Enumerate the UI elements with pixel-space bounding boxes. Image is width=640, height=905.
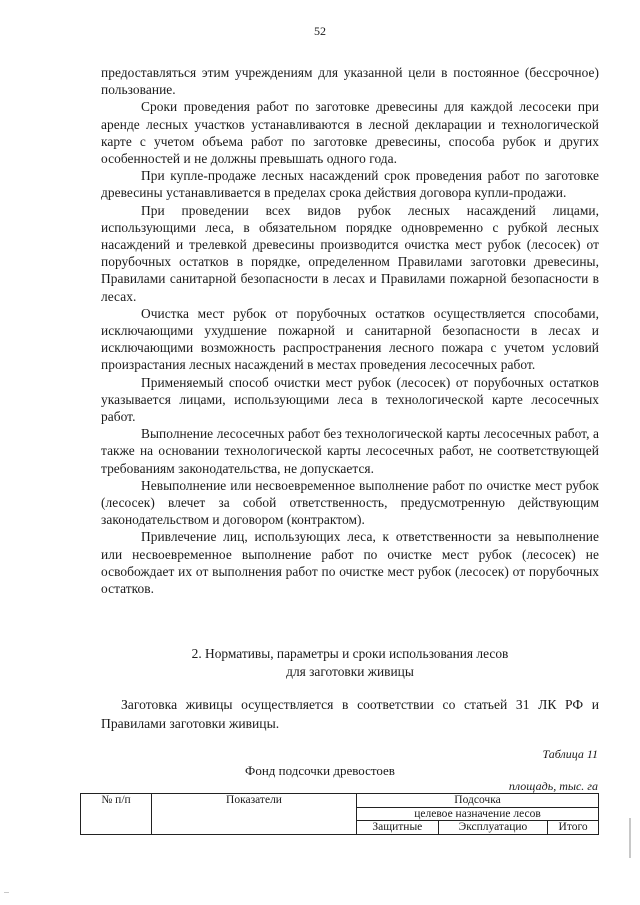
table-units: площадь, тыс. га <box>508 779 598 793</box>
paragraph: При купле-продаже лесных насаждений срок проведения работ по заготовке древесины устанавливается в пределах срока действия договора купли-продажи. <box>101 168 599 201</box>
paragraph: предоставляться этим учреждениям для указанной цели в постоянное (бессрочное) пользование. <box>101 65 599 98</box>
section-heading-line: для заготовки живицы <box>286 664 414 679</box>
paragraph: Применяемый способ очистки мест рубок (лесосек) от порубочных остатков указывается лицами, использующими леса в технологической карте лесосечных работ. <box>101 374 599 425</box>
paragraph: Привлечение лиц, использующих леса, к ответственности за невыполнение или несвоевременное выполнение работ по очистке мест рубок (лесосек) не освобождает их от выполнения работ по очистке мест рубок (лесосек) от порубочных остатков. <box>101 529 599 597</box>
section-heading <box>101 645 599 681</box>
tapping-fund-table <box>80 793 599 835</box>
paragraph: При проведении всех видов рубок лесных насаждений лицами, использующими леса, в обязательном порядке одновременно с рубкой лесных насаждений и трелевкой древесины производится очистка мест рубок (лесосек) от порубочных остатков в порядке, определенном Правилами заготовки древесины, Правилами санитарной безопасности в лесах и Правилами пожарной безопасности в лесах. <box>101 202 599 304</box>
section-intro-paragraph: Заготовка живицы осуществляется в соответствии со статьей 31 ЛК РФ и Правилами заготовки живицы. <box>101 697 599 731</box>
table-header-number: № п/п <box>81 794 152 835</box>
scan-edge-mark <box>629 818 631 858</box>
scan-corner-mark <box>4 892 9 893</box>
paragraph: Невыполнение или несвоевременное выполнение работ по очистке мест рубок (лесосек) влечет за собой ответственность, предусмотренную действующим законодательством и договором (контрактом). <box>101 477 599 528</box>
table-header-exploitation: Эксплуатацио <box>438 821 548 835</box>
paragraph: Выполнение лесосечных работ без технологической карты лесосечных работ, а также на основании технологической карты лесосечных работ, не соответствующей требованиям законодательства, не допускается. <box>101 426 599 476</box>
table-header-purpose: целевое назначение лесов <box>357 807 599 821</box>
table-header-indicators: Показатели <box>152 794 357 835</box>
page-number: 52 <box>314 24 326 38</box>
table-header-protective: Защитные <box>357 821 439 835</box>
table-label: Таблица 11 <box>542 747 598 761</box>
section-heading-line: 2. Нормативы, параметры и сроки использования лесов <box>191 646 509 661</box>
paragraph: Сроки проведения работ по заготовке древесины для каждой лесосеки при аренде лесных участков устанавливаются в лесной декларации и технологической карте с учетом объема работ по заготовке древесины, способа рубок и других особенностей и не должны превышать одного года. <box>101 99 599 167</box>
table-header-tapping: Подсочка <box>357 794 599 808</box>
body-text <box>101 64 599 597</box>
paragraph: Очистка мест рубок от порубочных остатков осуществляется способами, исключающими ухудшение пожарной и санитарной безопасности в лесах и исключающими возможность распространения лесного пожара с учетом условий произрастания лесных насаждений в местах проведения лесосечных работ. <box>101 305 599 373</box>
table-header-total: Итого <box>548 821 599 835</box>
table-title: Фонд подсочки древостоев <box>245 763 395 778</box>
